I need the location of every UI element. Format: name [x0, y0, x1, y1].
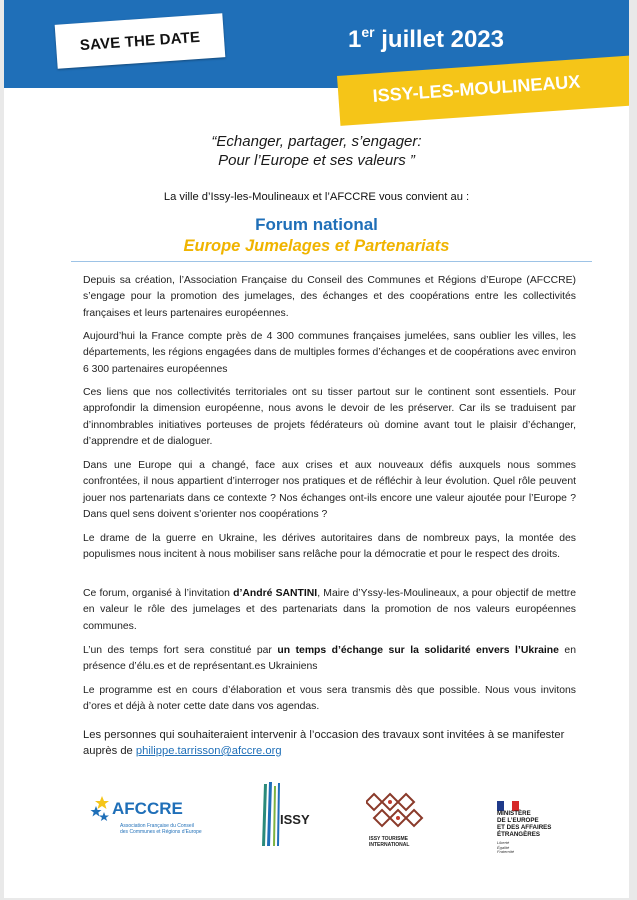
ministere-line-2: DE L’EUROPE: [497, 817, 539, 824]
issy-wordmark: ISSY: [280, 812, 310, 827]
title-divider: [71, 261, 592, 262]
afccre-wordmark: AFCCRE: [112, 799, 183, 818]
ministere-line-1: MINISTÈRE: [497, 810, 531, 817]
motto-egalite: Égalité: [497, 844, 510, 850]
forum-subtitle: Europe Jumelages et Partenariats: [183, 237, 450, 255]
date-ordinal: er: [361, 24, 375, 40]
partner-logos: [4, 770, 629, 870]
republic-motto: [497, 841, 514, 855]
ministere-name: [497, 810, 551, 838]
p6-mayor-name: d’André SANTINI: [233, 588, 318, 599]
quote-line-1: “Echanger, partager, s’engager:: [211, 133, 422, 150]
invitation-intro: La ville d’Issy-les-Moulineaux et l’AFCCRE vous convient au :: [163, 191, 470, 203]
tourisme-pattern-icon: [366, 788, 430, 836]
paragraph-8: Le programme est en cours d’élaboration et vous sera transmis dès que possible. Nous vous invitons d’ores et déjà à noter cette date dans vos agendas.: [83, 685, 576, 713]
paragraph-6: [83, 586, 576, 635]
paragraph-1: Depuis sa création, l’Association Française du Conseil des Communes et Régions d’Europe (AFCCRE) s’engage pour la promotion des jumelages, des échanges et des coopérations entre les collectivités françaises et leurs partenaires européennes.: [83, 275, 576, 319]
paragraph-7: [83, 643, 576, 676]
ministere-line-4: ÉTRANGÈRES: [497, 831, 540, 838]
quote-line-2: Pour l’Europe et ses valeurs ”: [218, 152, 415, 169]
afccre-caption-2: des Communes et Régions d’Europe: [120, 829, 202, 835]
ministere-logo: [497, 798, 587, 868]
afccre-caption-1: Association Française du Conseil: [120, 823, 194, 829]
forum-title: Forum national: [255, 215, 378, 234]
paragraph-5: Le drame de la guerre en Ukraine, les dérives autoritaires dans de nombreux pays, la montée des populismes nous incitent à nous mobiliser sans relâche pour la démocratie et pour le respect des droits.: [83, 533, 576, 561]
p9-text: Les personnes qui souhaiteraient intervenir à l’occasion des travaux sont invitées à se manifester auprès de: [83, 729, 565, 757]
paragraph-4: Dans une Europe qui a changé, face aux crises et aux nouveaux défis auxquels nous sommes confrontées, il nous appartient d’interroger nos pratiques et de réfléchir à leur évolution. Quel rôle peuvent jouer nos partenariats dans ce contexte ? Nos échanges ont-ils encore une valeur ajoutée pour l’Europe ? Dans quel sens doivent s’orienter nos coopérations ?: [83, 460, 576, 520]
p7-text-a: L’un des temps fort sera constitué par: [83, 645, 278, 656]
p6-text-a: Ce forum, organisé à l’invitation: [83, 588, 234, 599]
paragraph-2: Aujourd’hui la France compte près de 4 300 communes françaises jumelées, sans oublier les villes, les départements, les régions engagées dans de multiples formes d’échanges et de coopérations avec environ 6 300 partenaires européennes: [83, 331, 576, 375]
date-day: 1: [348, 26, 362, 53]
contact-email-link[interactable]: philippe.tarrisson@afccre.org: [135, 745, 282, 757]
paragraph-9: [83, 727, 576, 759]
event-date: [348, 26, 504, 54]
motto-liberte: Liberté: [497, 840, 510, 845]
tourisme-line-2: INTERNATIONAL: [369, 842, 410, 848]
tourisme-line-1: ISSY TOURISME: [369, 836, 408, 842]
motto-fraternite: Fraternité: [497, 849, 515, 854]
issy-tourisme-logo: [366, 788, 430, 852]
tourisme-caption: [369, 836, 409, 848]
p7-ukraine-highlight: un temps d’échange sur la solidarité envers l’Ukraine: [277, 645, 559, 656]
date-month-year: juillet 2023: [381, 26, 504, 53]
flyer-page: [4, 0, 629, 898]
p7-text-c: en présence d’élu.es et de représentant.es Ukrainiens: [83, 645, 576, 673]
afccre-caption: [120, 823, 202, 835]
save-the-date-text: SAVE THE DATE: [79, 28, 201, 54]
afccre-logo: [90, 790, 200, 850]
paragraph-3: Ces liens que nos collectivités territoriales ont su tisser partout sur le continent sont essentiels. Pour approfondir la dimension européenne, nous avons le devoir de les préserver. Car ils se traduisent par d’innombrables initiatives porteuses de projets fédérateurs où domine avant tout le plaisir d’échanger, d’apprendre et de dialoguer.: [83, 387, 576, 447]
issy-city-logo: [258, 780, 316, 850]
ministere-line-3: ET DES AFFAIRES: [497, 824, 552, 831]
p6-text-c: , Maire d’Yssy-les-Moulineaux, a pour objectif de mettre en valeur le rôle des jumelages et des partenariats dans la promotion de nos valeurs européennes communes.: [83, 588, 576, 632]
city-name: ISSY-LES-MOULINEAUX: [372, 71, 581, 106]
